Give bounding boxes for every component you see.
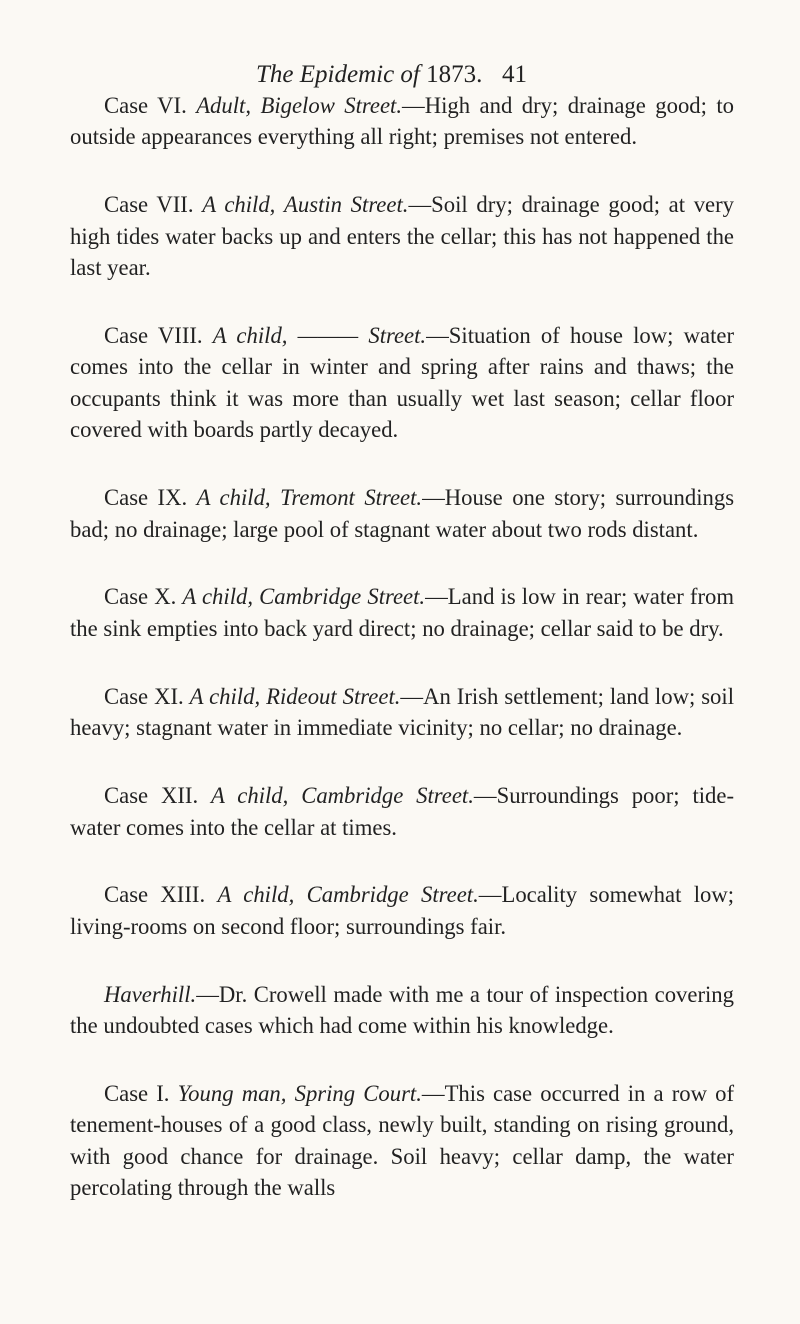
case-paragraph: [70, 482, 734, 545]
case-description: —High and dry; drainage good; to outside appearances everything all right; premises not entered.: [70, 93, 735, 150]
case-street: Austin Street.: [284, 192, 409, 218]
case-paragraph: [70, 1078, 734, 1204]
case-paragraph: [70, 189, 734, 283]
case-label: Case X.: [104, 584, 177, 610]
case-description: —Situation of house low; water comes into the cellar in winter and spring after rains and thaws; the occupants think it was more than usually wet last season; cellar floor covered with boards partly decayed.: [70, 323, 735, 443]
case-label: Case VI.: [104, 93, 187, 118]
case-description: —House one story; surroundings bad; no drainage; large pool of stagnant water about two rods distant.: [70, 485, 735, 542]
case-label: Case XI.: [104, 683, 184, 709]
case-subject: A child,: [202, 192, 276, 218]
running-title-text: The Epidemic of: [256, 61, 420, 88]
case-paragraph: [70, 681, 734, 744]
case-label: Case VIII.: [104, 323, 203, 349]
case-street: Tremont Street.: [280, 485, 423, 511]
case-paragraph: [70, 581, 734, 644]
case-description: —Locality somewhat low; living-rooms on second floor; surroundings fair.: [70, 882, 735, 939]
case-street: Bigelow Street.: [260, 93, 403, 118]
case-street: Rideout Street.: [266, 683, 401, 709]
case-subject: A child,: [210, 783, 289, 809]
case-description: —Dr. Crowell made with me a tour of inspection covering the undoubted cases which had come within his knowledge.: [70, 981, 734, 1039]
case-paragraph: [70, 979, 734, 1042]
page-number: 41: [502, 61, 527, 88]
case-description: —An Irish settlement; land low; soil heavy; stagnant water in immediate vicinity; no cellar; no drainage.: [70, 683, 735, 741]
case-street: Cambridge Street.: [301, 783, 474, 809]
case-subject: Adult,: [196, 93, 252, 118]
case-paragraph: [70, 90, 734, 153]
case-subject: A child,: [217, 882, 295, 908]
case-label: Case IX.: [104, 485, 188, 511]
running-title-year: 1873.: [426, 61, 483, 88]
case-label: Case VII.: [104, 192, 194, 218]
case-street: ——— Street.: [297, 323, 427, 349]
case-subject: A child,: [196, 485, 271, 511]
page-body: [70, 90, 734, 1204]
case-paragraph: [70, 879, 734, 942]
case-description: —This case occurred in a row of tenement-houses of a good class, newly built, standing on rising ground, with good chance for drainage. Soil heavy; cellar damp, the water percolating through the walls: [70, 1081, 735, 1201]
case-street: Haverhill.: [104, 981, 197, 1007]
case-street: Cambridge Street.: [259, 584, 426, 610]
running-title: [256, 58, 482, 92]
case-subject: A child,: [212, 323, 288, 349]
case-description: —Surroundings poor; tide-water comes into the cellar at times.: [70, 783, 735, 840]
case-description: —Land is low in rear; water from the sink empties into back yard direct; no drainage; cellar said to be dry.: [70, 584, 734, 641]
case-label: Case XIII.: [104, 882, 206, 908]
case-paragraph: [70, 320, 734, 446]
case-street: Spring Court.: [294, 1081, 422, 1107]
case-paragraph: [70, 780, 734, 843]
case-label: Case XII.: [104, 783, 199, 809]
case-subject: A child,: [182, 584, 254, 610]
case-street: Cambridge Street.: [306, 882, 479, 908]
case-subject: A child,: [189, 683, 261, 709]
case-subject: Young man,: [177, 1081, 287, 1107]
case-label: Case I.: [104, 1081, 170, 1107]
case-description: —Soil dry; drainage good; at very high tides water backs up and enters the cellar; this has not happened the last year.: [70, 192, 735, 281]
